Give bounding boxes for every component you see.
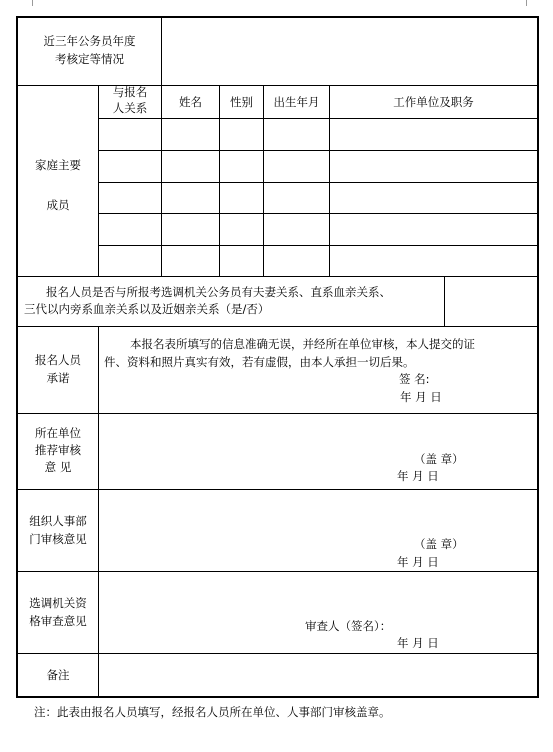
relation-question: 报名人员是否与所报考选调机关公务员有夫妻关系、直系血亲关系、 三代以内旁系血亲关系以及近姻亲关系（是/否） — [24, 285, 391, 316]
page-corner-mark — [26, 0, 33, 6]
header-name: 姓名 — [179, 95, 202, 109]
header-gender: 性别 — [230, 95, 253, 109]
footnote: 注：此表由报名人员填写，经报名人员所在单位、人事部门审核盖章。 — [34, 705, 391, 719]
hr-date: 年 月 日 — [397, 555, 439, 569]
unit-recommend-label: 所在单位 推荐审核 意 见 — [35, 426, 81, 474]
unit-seal: （盖 章） — [414, 452, 464, 466]
agency-date: 年 月 日 — [397, 636, 439, 650]
family-members-label: 家庭主要 成员 — [35, 158, 81, 212]
unit-date: 年 月 日 — [397, 469, 439, 483]
commitment-text: 本报名表所填写的信息准确无误，并经所在单位审核，本人提交的证 件、资料和照片真实有效，若有虚假，由本人承担一切后果。 — [104, 337, 475, 369]
commitment-signature: 签 名: — [399, 372, 430, 386]
page-corner-mark — [526, 0, 533, 6]
assessment-label: 近三年公务员年度 考核定等情况 — [43, 34, 136, 66]
agency-reviewer: 审查人（签名）： — [305, 619, 392, 633]
remarks-field[interactable] — [100, 655, 536, 695]
header-birth: 出生年月 — [273, 95, 320, 109]
assessment-field[interactable] — [163, 19, 535, 83]
remarks-label: 备注 — [46, 668, 70, 682]
hr-review-label: 组织人事部 门审核意见 — [29, 514, 87, 546]
hr-seal: （盖 章） — [414, 537, 464, 551]
agency-review-label: 选调机关资 格审查意见 — [29, 596, 87, 628]
header-relation: 与报名 人关系 — [112, 85, 148, 115]
header-work: 工作单位及职务 — [393, 95, 474, 109]
commitment-date: 年 月 日 — [400, 390, 442, 404]
relation-answer-field[interactable] — [446, 278, 536, 325]
commitment-label: 报名人员 承诺 — [35, 353, 81, 385]
